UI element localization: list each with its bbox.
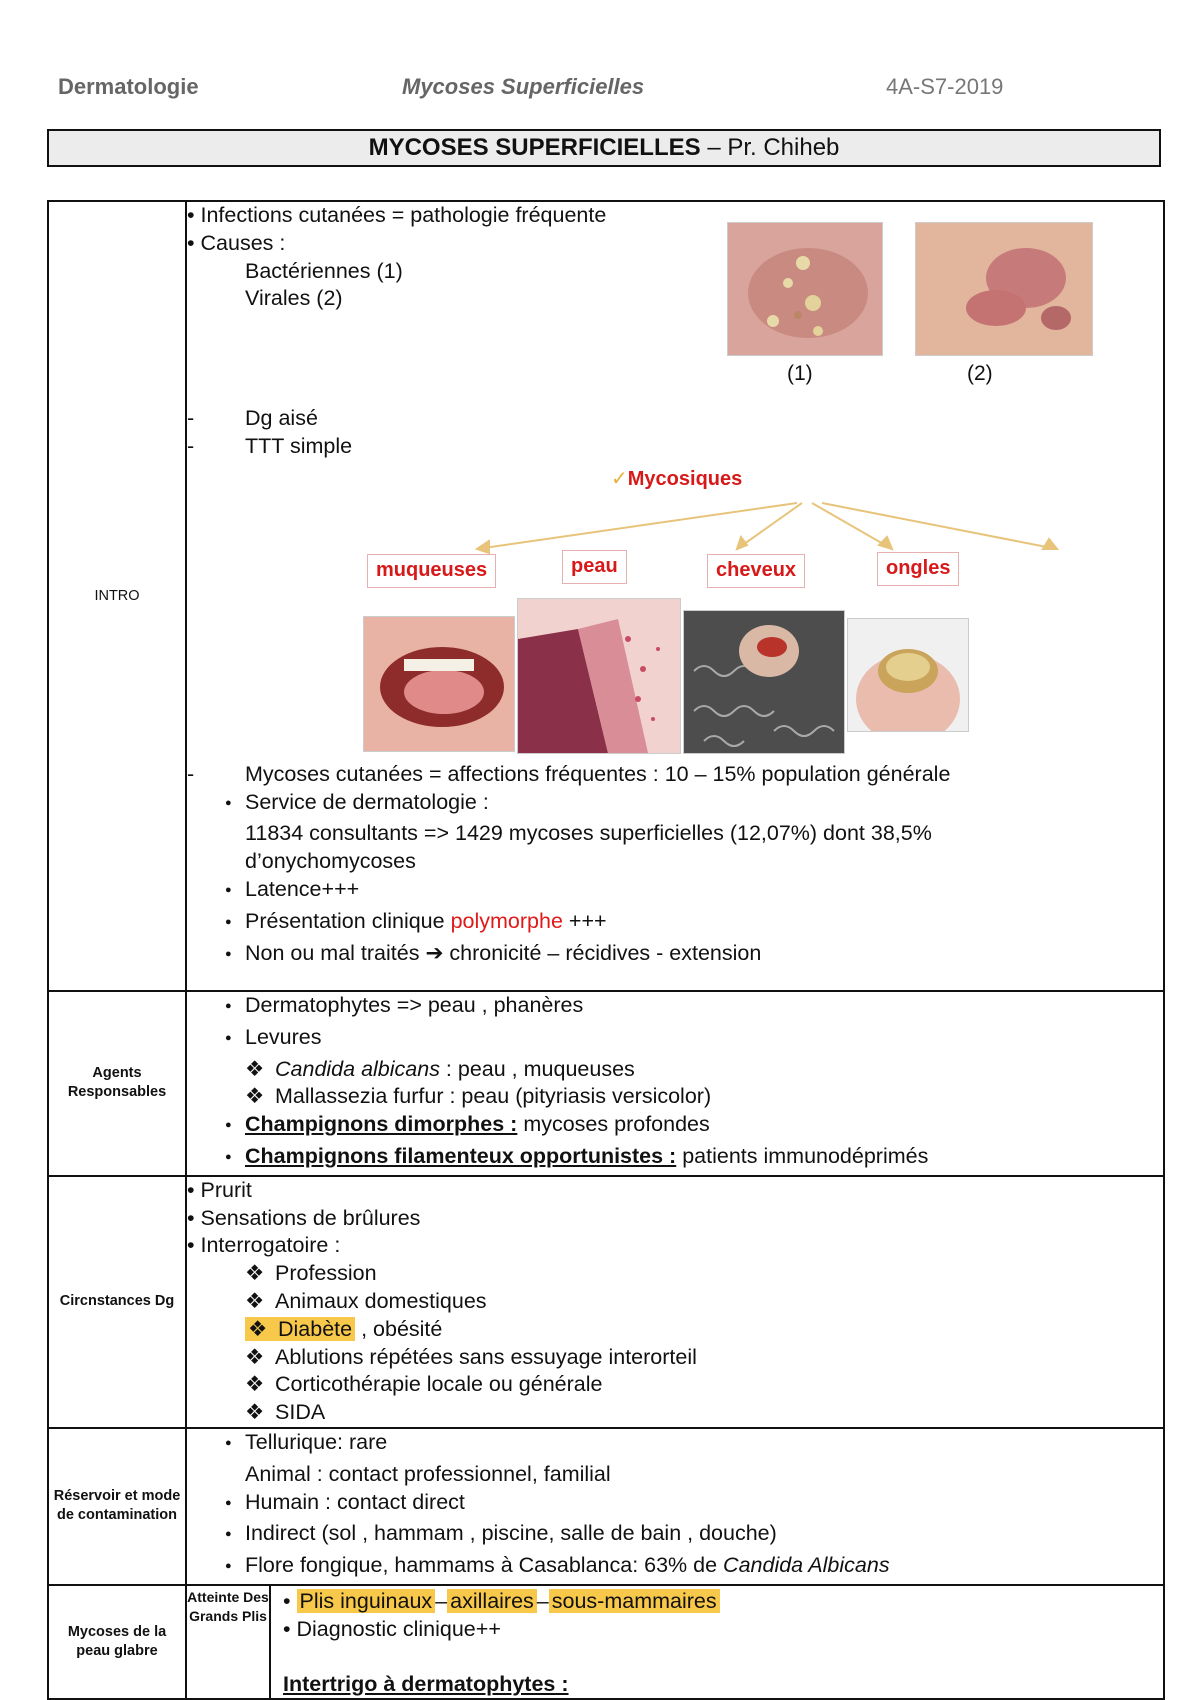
caption-2: (2) [967, 362, 993, 385]
row-intro [48, 201, 1164, 991]
tag-peau: peau [562, 550, 627, 584]
header-topic: Mycoses Superficielles [402, 74, 645, 99]
agents-line: ●Champignons filamenteux opportunistes : patients immunodéprimés [187, 1143, 1163, 1175]
intro-line: • Infections cutanées = pathologie fréquente [187, 203, 607, 227]
intro-line: Virales (2) [245, 286, 343, 311]
circ-line: ❖ SIDA [187, 1399, 1163, 1427]
intro-bullet: - Mycoses cutanées = affections fréquentes : 10 – 15% population générale [187, 761, 951, 786]
diamond-bullet-icon: ❖ [245, 1372, 265, 1397]
label-reservoir: Réservoir et mode de contamination [48, 1428, 186, 1585]
circ-line: • Prurit [187, 1177, 252, 1202]
glabre-subtitle: Intertrigo à dermatophytes : [283, 1671, 569, 1696]
agents-line: ●Levures [187, 1024, 1163, 1056]
circ-line: • Interrogatoire : [187, 1233, 341, 1258]
reservoir-line: Animal : contact professionnel, familial [245, 1461, 611, 1486]
circ-line: ❖ Animaux domestiques [187, 1288, 1163, 1316]
circ-line: ❖ Profession [187, 1260, 1163, 1288]
tag-muqueuses: muqueuses [367, 554, 496, 588]
caption-1: (1) [787, 362, 813, 385]
photo-viral [915, 222, 1093, 356]
reservoir-line: ●Humain : contact direct [187, 1489, 1163, 1521]
page-title [47, 129, 1161, 167]
title-author: – Pr. Chiheb [700, 134, 840, 161]
glabre-cell [186, 1585, 1164, 1699]
diamond-bullet-icon: ❖ [245, 1261, 265, 1286]
diamond-bullet-icon: ❖ [245, 1288, 265, 1313]
circ-content [186, 1176, 1164, 1428]
agents-line: ❖ Candida albicans : peau , muqueuses [187, 1056, 1163, 1084]
label-agents: Agents Responsables [48, 991, 186, 1176]
diamond-bullet-icon: ❖ [245, 1084, 265, 1109]
photo-mouth [363, 616, 515, 752]
diamond-bullet-icon: ❖ [248, 1316, 268, 1341]
reservoir-content [186, 1428, 1164, 1585]
content-table [47, 200, 1165, 1700]
label-circonstances: Circnstances Dg [48, 1176, 186, 1428]
intro-bullet: 11834 consultants => 1429 mycoses superficielles (12,07%) dont 38,5% [245, 821, 932, 846]
agents-line: ❖ Mallassezia furfur : peau (pityriasis versicolor) [187, 1083, 1163, 1111]
reservoir-line: ●Flore fongique, hammams à Casablanca: 63% de Candida Albicans [187, 1552, 1163, 1584]
diamond-bullet-icon: ❖ [245, 1344, 265, 1369]
reservoir-line: ●Tellurique: rare [187, 1429, 1163, 1461]
intro-bullet: ●Présentation clinique polymorphe +++ [187, 908, 1163, 940]
header-subject: Dermatologie [58, 74, 199, 99]
circ-line: ❖ Corticothérapie locale ou générale [187, 1371, 1163, 1399]
glabre-content [271, 1586, 720, 1698]
intro-bullet: d’onychomycoses [245, 849, 416, 874]
label-glabre: Mycoses de la peau glabre [48, 1585, 186, 1699]
intro-line: - Dg aisé [187, 406, 318, 431]
row-agents [48, 991, 1164, 1176]
intro-line: • Causes : [187, 230, 286, 255]
diagram-title: ✓Mycosiques [611, 468, 743, 490]
intro-bullet: ●Non ou mal traités ➔ chronicité – récidives - extension [187, 940, 1163, 972]
intro-bullet: ●Service de dermatologie : [187, 789, 1163, 821]
agents-line: ●Dermatophytes => peau , phanères [187, 992, 1163, 1024]
row-glabre [48, 1585, 1164, 1699]
diamond-bullet-icon: ❖ [245, 1056, 265, 1081]
intro-line: Bactériennes (1) [245, 258, 403, 283]
tag-cheveux: cheveux [707, 554, 805, 588]
circ-line: ❖ Diabète , obésité [187, 1316, 1163, 1344]
intro-bullet: ●Latence+++ [187, 876, 1163, 908]
photo-bacterial [727, 222, 883, 356]
intro-line: - TTT simple [187, 433, 353, 458]
reservoir-line: ●Indirect (sol , hammam , piscine, salle de bain , douche) [187, 1520, 1163, 1552]
photo-scalp [683, 610, 845, 754]
label-intro: INTRO [48, 201, 186, 991]
circ-line: ❖ Ablutions répétées sans essuyage interorteil [187, 1344, 1163, 1372]
glabre-line: • Plis inguinaux – axillaires – sous-mammaires [283, 1588, 720, 1616]
photo-skin [517, 598, 681, 754]
title-main: MYCOSES SUPERFICIELLES [368, 134, 701, 161]
intro-content [186, 201, 1164, 991]
agents-line: ●Champignons dimorphes : mycoses profondes [187, 1111, 1163, 1143]
header-class: 4A-S7-2019 [886, 74, 1004, 99]
sublabel-grands-plis: Atteinte Des Grands Plis [187, 1586, 271, 1698]
circ-line: • Sensations de brûlures [187, 1205, 421, 1230]
tag-ongles: ongles [877, 552, 959, 586]
row-circonstances [48, 1176, 1164, 1428]
check-icon: ✓ [611, 468, 628, 490]
glabre-line: • Diagnostic clinique++ [283, 1616, 501, 1641]
row-reservoir [48, 1428, 1164, 1585]
agents-content [186, 991, 1164, 1176]
photo-nail [847, 618, 969, 732]
diamond-bullet-icon: ❖ [245, 1400, 265, 1425]
